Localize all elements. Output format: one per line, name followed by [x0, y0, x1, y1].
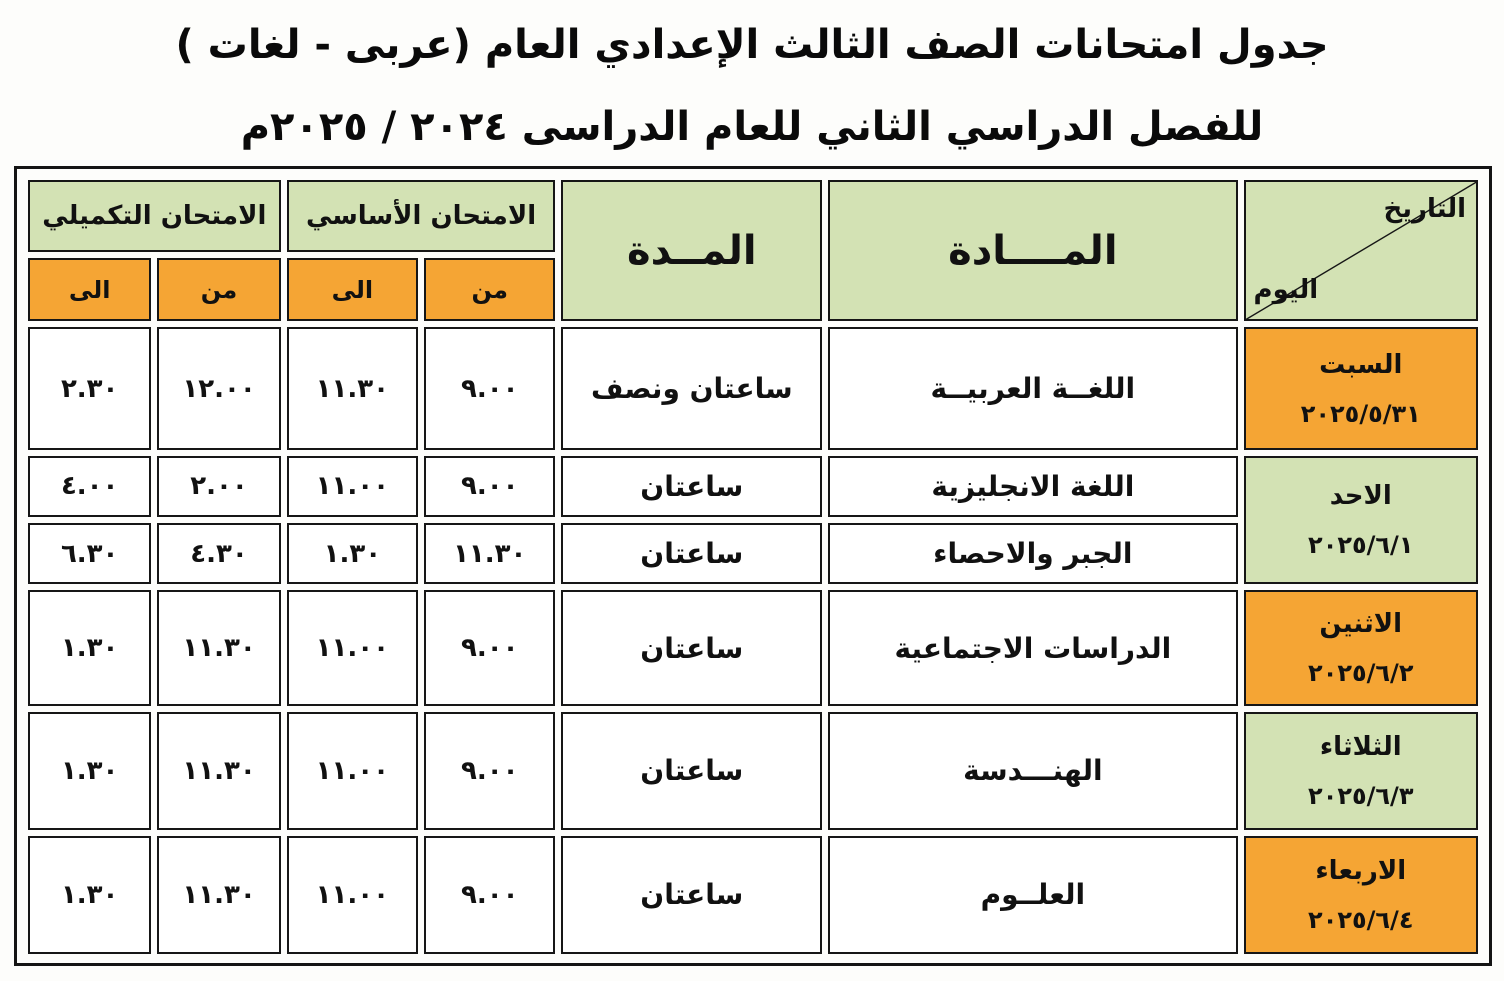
day-date: ٢٠٢٥/٦/١	[1308, 530, 1414, 559]
subject-cell: الدراسات الاجتماعية	[828, 590, 1237, 706]
duration-cell: ساعتان	[561, 590, 822, 706]
basic-to-cell: ١١.٠٠	[287, 456, 418, 517]
day-cell	[1244, 590, 1478, 706]
supp-to-cell: ٤.٠٠	[28, 456, 151, 517]
table-row	[28, 456, 1478, 517]
supp-from-cell: ٢.٠٠	[157, 456, 280, 517]
header-supp-from: من	[157, 258, 280, 321]
subject-cell: الجبر والاحصاء	[828, 523, 1237, 584]
supp-from-cell: ١١.٣٠	[157, 712, 280, 830]
header-day-label: اليوم	[1253, 275, 1319, 306]
supp-to-cell: ١.٣٠	[28, 836, 151, 954]
header-basic-from: من	[424, 258, 555, 321]
day-cell	[1244, 836, 1478, 954]
exam-schedule-table	[22, 174, 1484, 960]
header-date-day	[1244, 180, 1478, 321]
header-date-label: التاريخ	[1383, 194, 1466, 224]
basic-to-cell: ١١.٠٠	[287, 590, 418, 706]
table-row	[28, 590, 1478, 706]
table-row	[28, 836, 1478, 954]
header-supp-to: الى	[28, 258, 151, 321]
duration-cell: ساعتان	[561, 712, 822, 830]
supp-from-cell: ٤.٣٠	[157, 523, 280, 584]
header-duration: المــدة	[561, 180, 822, 321]
basic-from-cell: ٩.٠٠	[424, 712, 555, 830]
supp-to-cell: ٢.٣٠	[28, 327, 151, 449]
basic-to-cell: ١١.٠٠	[287, 836, 418, 954]
page-title: جدول امتحانات الصف الثالث الإعدادي العام (عربى - لغات )	[175, 22, 1329, 68]
day-date: ٢٠٢٥/٦/٢	[1308, 659, 1414, 688]
supp-from-cell: ١١.٣٠	[157, 590, 280, 706]
duration-cell: ساعتان ونصف	[561, 327, 822, 449]
day-name: السبت	[1319, 349, 1403, 380]
basic-from-cell: ١١.٣٠	[424, 523, 555, 584]
subject-cell: الهنـــدسة	[828, 712, 1237, 830]
duration-cell: ساعتان	[561, 523, 822, 584]
day-date: ٢٠٢٥/٦/٤	[1308, 905, 1414, 934]
day-cell	[1244, 456, 1478, 584]
basic-to-cell: ١.٣٠	[287, 523, 418, 584]
supp-to-cell: ٦.٣٠	[28, 523, 151, 584]
basic-from-cell: ٩.٠٠	[424, 836, 555, 954]
day-date: ٢٠٢٥/٦/٣	[1308, 781, 1414, 810]
duration-cell: ساعتان	[561, 836, 822, 954]
header-supplementary-exam: الامتحان التكميلي	[28, 180, 281, 252]
table-row	[28, 712, 1478, 830]
day-cell	[1244, 712, 1478, 830]
page-subtitle: للفصل الدراسي الثاني للعام الدراسى ٢٠٢٤ / ٢٠٢٥م	[240, 104, 1264, 150]
day-name: الثلاثاء	[1319, 731, 1402, 762]
basic-from-cell: ٩.٠٠	[424, 590, 555, 706]
subject-cell: العلــوم	[828, 836, 1237, 954]
basic-from-cell: ٩.٠٠	[424, 456, 555, 517]
header-basic-exam: الامتحان الأساسي	[287, 180, 556, 252]
header-row-1	[28, 180, 1478, 252]
day-name: الاحد	[1329, 480, 1392, 511]
day-cell	[1244, 327, 1478, 449]
day-name: الاثنين	[1319, 609, 1403, 640]
supp-to-cell: ١.٣٠	[28, 590, 151, 706]
basic-to-cell: ١١.٠٠	[287, 712, 418, 830]
day-name: الاربعاء	[1315, 855, 1407, 886]
table-row	[28, 327, 1478, 449]
subject-cell: اللغة الانجليزية	[828, 456, 1237, 517]
basic-from-cell: ٩.٠٠	[424, 327, 555, 449]
duration-cell: ساعتان	[561, 456, 822, 517]
supp-from-cell: ١٢.٠٠	[157, 327, 280, 449]
header-subject: المــــادة	[828, 180, 1237, 321]
header-basic-to: الى	[287, 258, 418, 321]
subject-cell: اللغــة العربيــة	[828, 327, 1237, 449]
supp-from-cell: ١١.٣٠	[157, 836, 280, 954]
day-date: ٢٠٢٥/٥/٣١	[1300, 399, 1421, 428]
supp-to-cell: ١.٣٠	[28, 712, 151, 830]
basic-to-cell: ١١.٣٠	[287, 327, 418, 449]
